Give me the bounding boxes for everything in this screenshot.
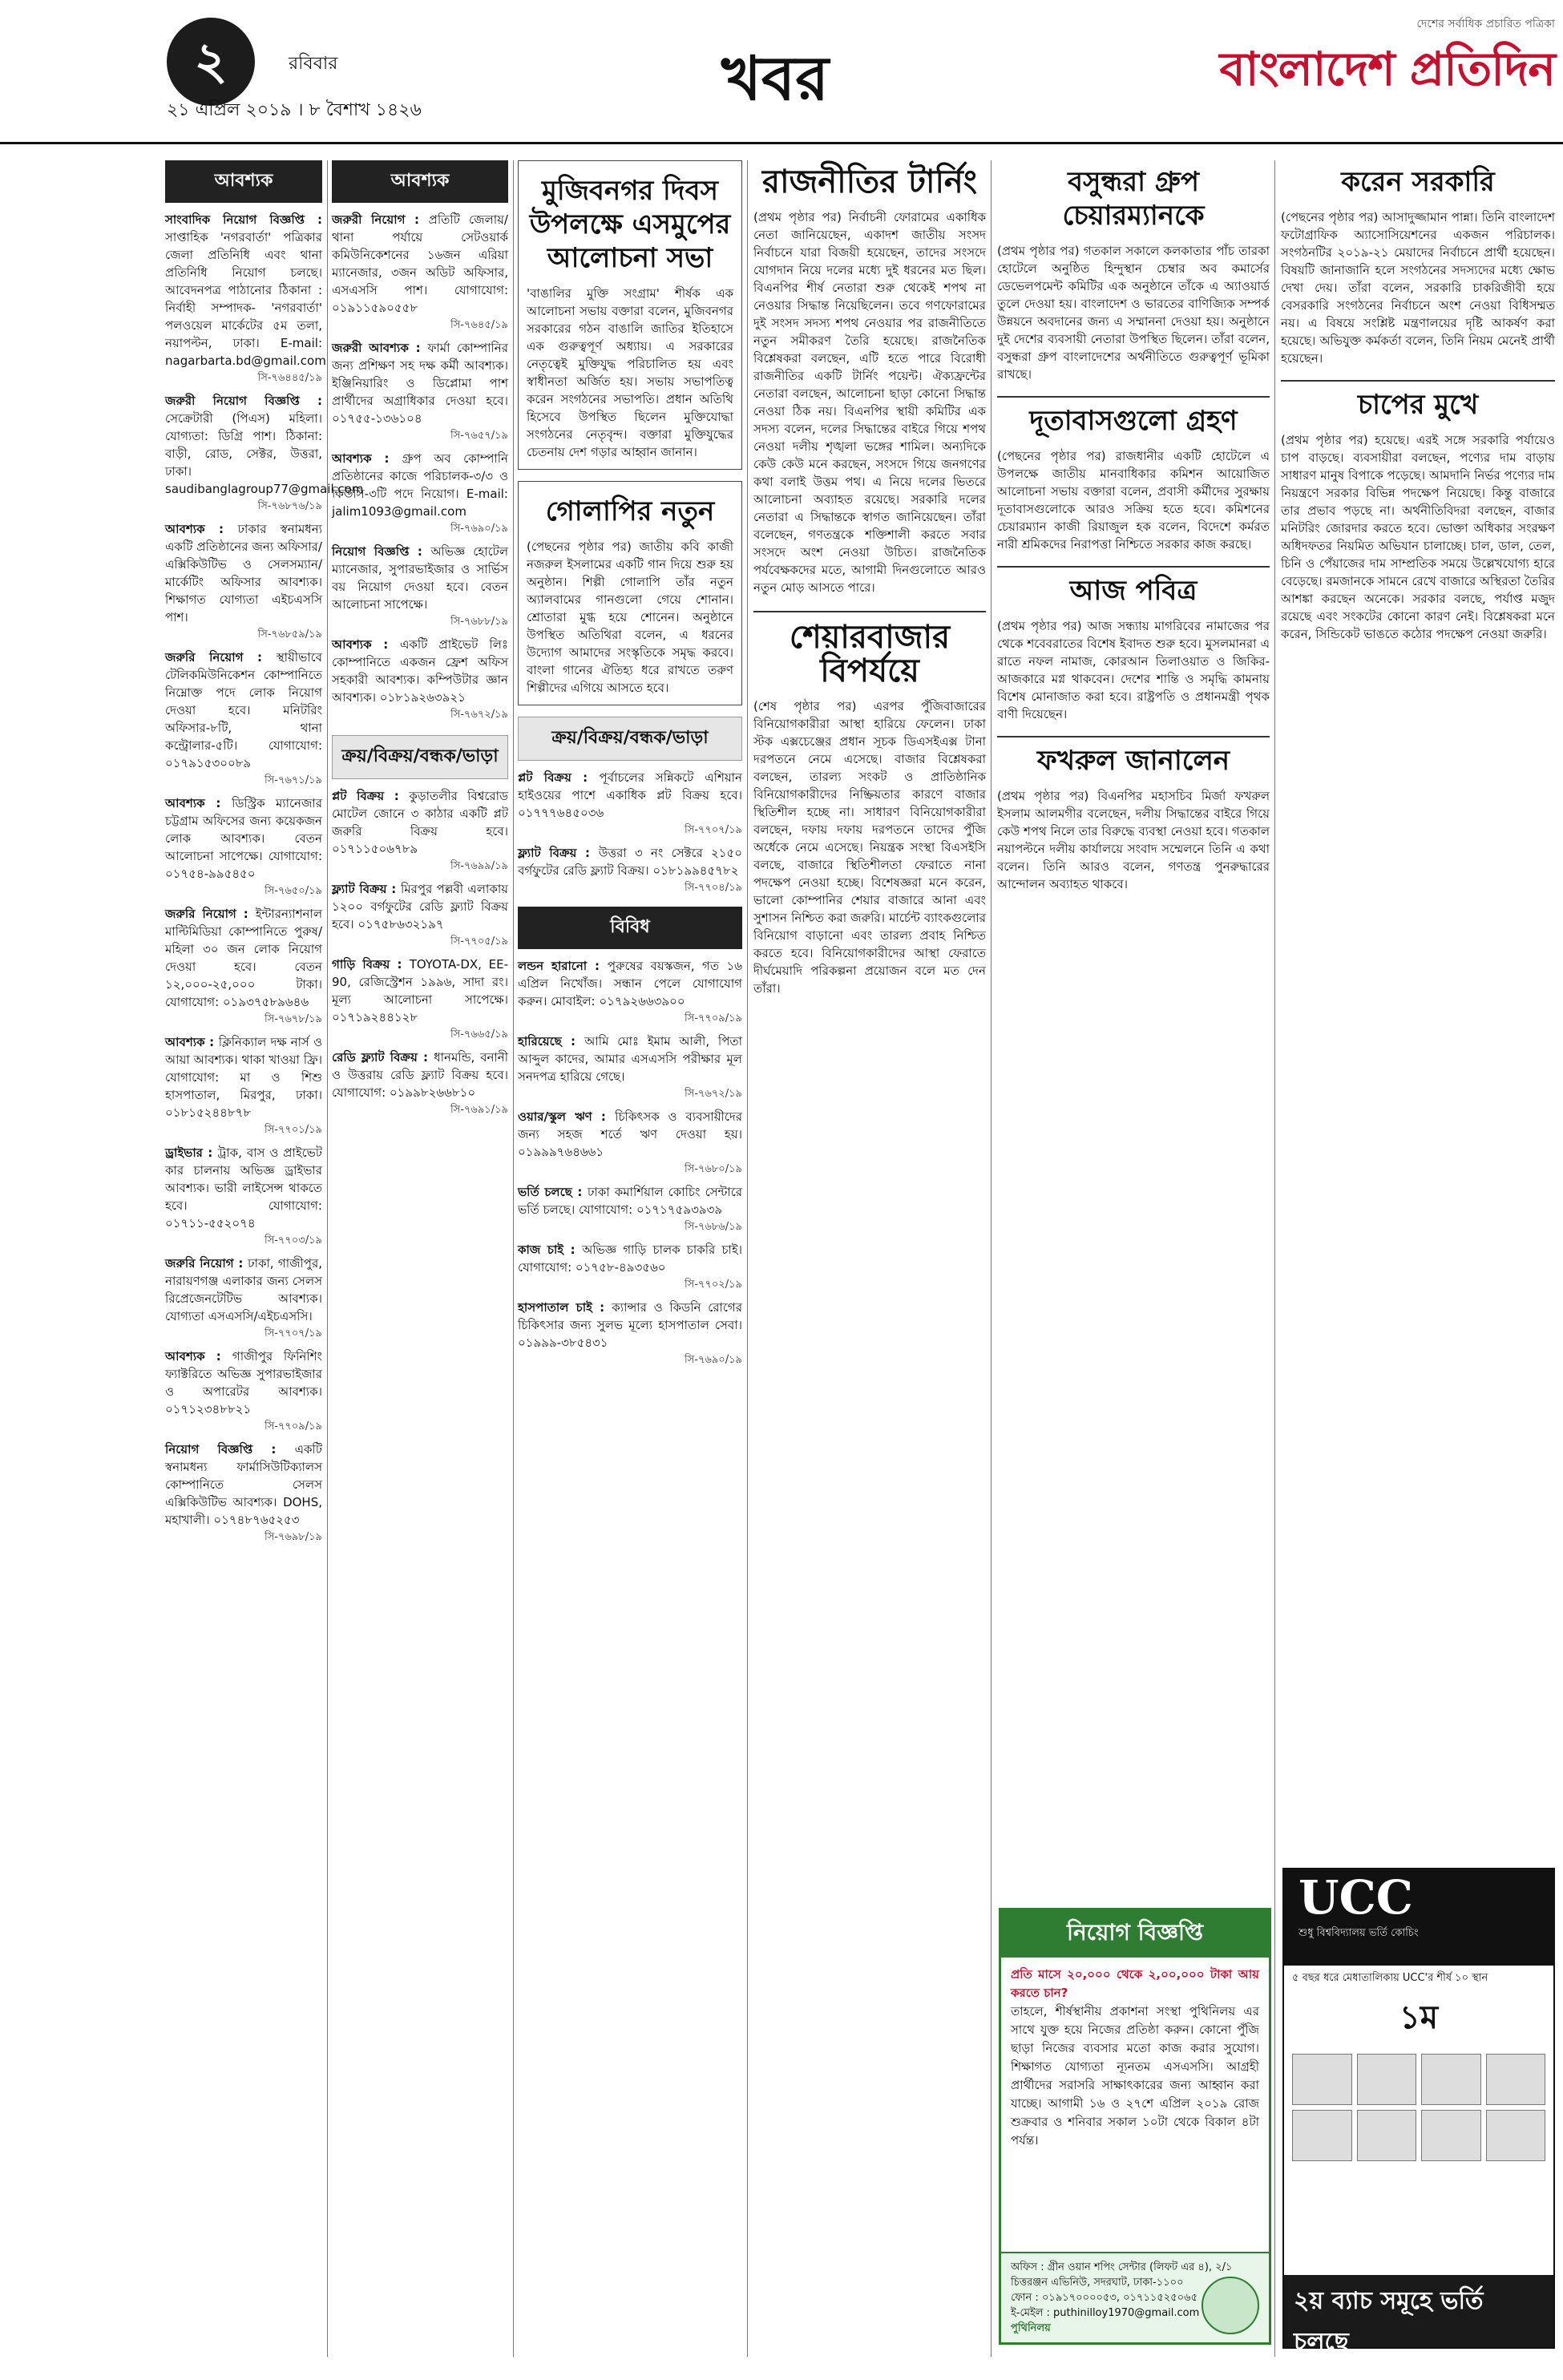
story-headline: ফখরুল জানালেন xyxy=(997,736,1270,778)
classified-ad xyxy=(518,1108,742,1178)
news-column-4 xyxy=(753,160,986,2357)
ucc-contact: হটলাইন: ০১৮৪৭০৬৬৩৬২-৭১ xyxy=(1294,2365,1426,2377)
ad-title: গাড়ি বিক্রয় : xyxy=(332,957,410,972)
ad-reference: সি-৭৬৪৪৫/১৯ xyxy=(257,372,322,384)
ad-text: ধানমন্ডি, বনানী ও উত্তরায় রেডি ফ্ল্যাট বিক্রয় হবে। যোগাযোগ: ০১৯৯৮২৬৬৮১০ xyxy=(332,1050,508,1100)
classifieds-column-1 xyxy=(165,160,364,2357)
ad-reference: সি-৭৭০৫/১৯ xyxy=(450,935,508,948)
news-column-3 xyxy=(518,160,742,2357)
news-column-6 xyxy=(1281,160,1555,1860)
ad-text: একটি প্রাইভেট লিঃ কোম্পানিতে একজন ফ্রেশ অফিস সহকারী আবশ্যক। কম্পিউটার জ্ঞান আবশ্যক। ০১৮১৯২৬৩৯২১ xyxy=(332,637,508,705)
masthead xyxy=(0,0,1563,144)
classified-ad xyxy=(332,339,508,445)
ad-text: অভিজ্ঞ গাড়ি চালক চাকরি চাই। যোগাযোগ: ০১৭৫৮-৪৯৩৫৬০ xyxy=(518,1243,742,1275)
classified-ad xyxy=(332,956,508,1044)
ad-title: জরুরী আবশ্যক : xyxy=(332,341,428,355)
ad-text: কুড়াতলীর বিশ্বরোড মোটেল জোনে ৩ কাঠার একটি প্লট জরুরি বিক্রয় হবে। ০১৭১১৫০৬৭৮৯ xyxy=(332,789,508,856)
ad-title: ভর্তি চলছে : xyxy=(518,1185,588,1199)
story-body: (পেছনের পৃষ্ঠার পর) জাতীয় কবি কাজী নজরুল ইসলামের একটি গান দিয়ে শুরু হয় অনুষ্ঠান। শিল্পী গোলাপি তাঁর নতুন অ্যালবামের গানগুলো গেয়ে শোনান। শ্রোতারা মুগ্ধ হয়ে শোনেন। অনুষ্ঠানে উপস্থিত অতিথিরা বলেন, এ ধরনের উদ্যোগ আমাদের সংস্কৃতিকে সমৃদ্ধ করবে। বাংলা গানের ঐতিহ্য ধরে রাখতে তরুণ শিল্পীদের এগিয়ে আসতে হবে। xyxy=(527,539,733,695)
ad-title: হাসপাতাল চাই : xyxy=(518,1300,612,1315)
classified-ad xyxy=(518,1241,742,1294)
ucc-advertisement xyxy=(1282,1868,1555,2377)
ad-reference: সি-৭৬৫৭/১৯ xyxy=(450,430,508,442)
story-headline: দূতাবাসগুলো গ্রহণ xyxy=(997,396,1270,438)
ad-title: জরুরি নিয়োগ : xyxy=(165,650,277,665)
ad-reference: সি-৭৬৯০/১৯ xyxy=(450,523,508,535)
ad-title: ফ্ল্যাট বিক্রয় : xyxy=(332,882,401,896)
student-photo xyxy=(1486,2054,1546,2105)
ad-reference: সি-৭৬৮৫৯/১৯ xyxy=(257,628,322,640)
ad-reference: সি-৭৬৭৮/১৯ xyxy=(264,1013,322,1025)
ad-reference: সি-৭৬৯৯/১৯ xyxy=(450,860,508,872)
ad-text: মিরপুর পল্লবী এলাকায় ১২০০ বর্গফুটের রেডি ফ্ল্যাট বিক্রয় হবে। ০১৭৫৮৬৩২১৯৭ xyxy=(332,882,509,931)
ad-text: ঢাকা কমার্শিয়াল কোচিং সেন্টারে ভর্তি চলছে। যোগাযোগ: ০১৭১৭৫৯৩৯৩৯ xyxy=(518,1185,742,1217)
ad-title: ওয়ার/স্কুল ঋণ : xyxy=(518,1109,616,1124)
classifieds-column-2 xyxy=(332,160,508,2357)
ad-title: ফ্ল্যাট বিক্রয় : xyxy=(518,846,599,860)
ad-title: আবশ্যক : xyxy=(332,637,400,652)
sale-heading: ক্রয়/বিক্রয়/বন্ধক/ভাড়া xyxy=(332,735,508,779)
job-ad-phone: ফোন : ০১৯১৭০০০০৫৩, ০১৭১১৫২৫০৬৫ xyxy=(1011,2292,1198,2304)
ucc-logo: UCC xyxy=(1298,1870,1413,1925)
ad-reference: সি-৭৬৬৫/১৯ xyxy=(450,1028,508,1040)
classified-ad xyxy=(332,450,508,538)
story-headline: গোলাপির নতুন xyxy=(545,495,715,527)
logo-name: বাংলাদেশ প্রতিদিন xyxy=(1219,42,1555,96)
ad-text: ক্লিনিক্যাল দক্ষ নার্স ও আয়া আবশ্যক। থাকা খাওয়া ফ্রি। যোগাযোগ: মা ও শিশু হাসপাতাল, মিরপুর, ঢাকা। ০১৮১৫২৪৪৮৭৮ xyxy=(165,1035,322,1120)
column-divider xyxy=(747,160,748,2357)
student-photo xyxy=(1421,2110,1481,2161)
job-advertisement xyxy=(999,1908,1271,2345)
job-ad-brand: পুথিনিলয় xyxy=(1011,2322,1051,2334)
classified-ad xyxy=(332,211,508,334)
story-body: (শেষ পৃষ্ঠার পর) এরপর পুঁজিবাজারের বিনিয়োগকারীরা আস্থা হারিয়ে ফেলেন। ঢাকা স্টক এক্সচেঞ্জের প্রধান সূচক ডিএসইএক্স টানা দরপতনে নেমে এসেছে। বাজার বিশ্লেষকরা বলছেন, তারল্য সংকট ও প্রাতিষ্ঠানিক বিনিয়োগকারীদের নিষ্ক্রিয়তার কারণে বাজার স্থিতিশীল হচ্ছে না। সাধারণ বিনিয়োগকারীরা বলছেন, দফায় দফায় দরপতনে তাদের পুঁজি অর্ধেকে নেমে এসেছে। নিয়ন্ত্রক সংস্থা বিএসইসি বলছে, বাজারে স্থিতিশীলতা ফেরাতে নানা পদক্ষেপ নেওয়া হচ্ছে। বিশেষজ্ঞরা মনে করেন, ভালো কোম্পানির শেয়ার বাজারে আনা এবং সুশাসন নিশ্চিত করা জরুরি। মার্চেন্ট ব্যাংকগুলোর বিনিয়োগ বাড়ানো এবং তারল্য প্রবাহ নিশ্চিত করতে হবে। বিনিয়োগকারীদের আস্থা ফেরাতে দীর্ঘমেয়াদি পরিকল্পনা প্রয়োজন বলে মত দেন তাঁরা। xyxy=(753,699,986,996)
ad-text: ঢাকার স্বনামধন্য একটি প্রতিষ্ঠানের জন্য অফিসার/এক্সিকিউটিভ ও সেলসম্যান/মার্কেটিং অফিসার আবশ্যক। শিক্ষাগত যোগ্যতা এইচএসসি পাশ। xyxy=(165,522,323,624)
column-divider xyxy=(1274,160,1275,2357)
student-photo xyxy=(1486,2110,1546,2161)
story-body: (প্রথম পৃষ্ঠার পর) নির্বাচনী ফোরামের একাধিক নেতা জানিয়েছেন, একাদশ জাতীয় সংসদ নির্বাচনে যারা বিজয়ী হয়েছেন, তাদের সংসদে যোগদান নিয়ে দলের মধ্যে দুই ধরনের মত ছিল। বিএনপির শীর্ষ নেতারা শুরু থেকেই শপথ না নেওয়ার সিদ্ধান্ত নিয়েছিলেন। তবে গণফোরামের দুই সংসদ সদস্য শপথ নেওয়ার পর রাজনীতিতে নতুন সমীকরণ তৈরি হয়েছে। রাজনৈতিক বিশ্লেষকরা বলছেন, এটি হতে পারে বিরোধী রাজনীতির একটি টার্নিং পয়েন্ট। ঐক্যফ্রন্টের নেতারা বলছেন, আলোচনা ছাড়া কোনো সিদ্ধান্ত নেওয়া ঠিক নয়। বিএনপির স্থায়ী কমিটির এক সদস্য বলেন, দলের সিদ্ধান্তের বাইরে গিয়ে শপথ নেওয়া দলীয় শৃঙ্খলা ভঙ্গের শামিল। অন্যদিকে কেউ কেউ মনে করছেন, সংসদে গিয়ে জনগণের কথা বলাই উত্তম পথ। এ নিয়ে দলের ভিতরে আলোচনা অব্যাহত রয়েছে। সরকারি দলের নেতারা এ সিদ্ধান্তকে স্বাগত জানিয়েছেন। তাঁরা বলেছেন, গণতন্ত্রকে শক্তিশালী করতে সবার সংসদে অংশ নেওয়া উচিত। রাজনৈতিক পর্যবেক্ষকদের মতে, আগামী দিনগুলোতে আরও নতুন মোড় আসতে পারে। xyxy=(753,210,986,595)
ad-text: পুরুষের বয়স্কজন, গত ১৬ এপ্রিল নিখোঁজ। সন্ধান পেলে যোগাযোগ করুন। মোবাইল: ০১৭৯২৬৬৩৯০০ xyxy=(518,959,742,1008)
ad-reference: সি-৭৬৯০/১৯ xyxy=(684,1354,742,1366)
ad-reference: সি-৭৬৯১/১৯ xyxy=(450,1104,508,1116)
ad-title: রেডি ফ্ল্যাট বিক্রয় : xyxy=(332,1050,434,1065)
classified-list xyxy=(332,211,508,724)
student-photo-grid xyxy=(1284,2046,1553,2169)
ucc-batch: ২য় ব্যাচ সমূহে ভর্তি চলছে xyxy=(1294,2287,1484,2356)
student-photo xyxy=(1292,2110,1352,2161)
logo-tagline: দেশের সর্বাধিক প্রচারিত পত্রিকা xyxy=(1416,18,1555,30)
ad-title: জরুরি নিয়োগ : xyxy=(165,907,256,921)
job-ad-address: অফিস : গ্রীন ওয়ান শপিং সেন্টার (লিফট এর ৪), ২/১ চিত্তরঞ্জন এভিনিউ, সদরঘাট, ঢাকা-১১০০ xyxy=(1011,2261,1233,2289)
story-body: (প্রথম পৃষ্ঠার পর) বিএনপির মহাসচিব মির্জা ফখরুল ইসলাম আলমগীর বলেছেন, দলীয় সিদ্ধান্তের বাইরে গিয়ে কেউ শপথ নিলে তার বিরুদ্ধে ব্যবস্থা নেওয়া হবে। গতকাল নয়াপল্টনে দলীয় কার্যালয়ে সংবাদ সম্মেলনে তিনি এ কথা বলেন। তিনি আরও বলেন, গণতন্ত্র পুনরুদ্ধারের আন্দোলন অব্যাহত থাকবে। xyxy=(997,789,1270,891)
newspaper-logo xyxy=(1218,14,1555,135)
story-headline: রাজনীতির টার্নিং xyxy=(761,164,978,200)
ad-reference: সি-৭৭০৯/১৯ xyxy=(264,1420,322,1432)
ad-title: আবশ্যক : xyxy=(165,522,238,536)
story-headline: চাপের মুখে xyxy=(1281,380,1555,422)
ad-reference: সি-৭৬৭২/১৯ xyxy=(684,1088,742,1100)
ad-title: জরুরি নিয়োগ : xyxy=(165,1256,248,1271)
ad-reference: সি-৭৭০৩/১৯ xyxy=(264,1234,322,1247)
classified-ad xyxy=(165,649,322,790)
ad-text: ডিস্ট্রিক ম্যানেজার চট্টগ্রাম অফিসের জন্য কয়েকজন লোক আবশ্যক। বেতন আলোচনা সাপেক্ষে। যোগাযোগ: ০১৭৫৪-৯৯৫৪৫০ xyxy=(165,796,322,881)
ad-text: TOYOTA-DX, EE-90, রেজিস্ট্রেশন ১৯৯৬, সাদা রং। মূল্য আলোচনা সাপেক্ষে। ০১৭১৯২৪৪১২৮ xyxy=(332,957,508,1024)
ad-reference: সি-৭৬৭১/১৯ xyxy=(264,774,322,786)
ad-title: নিয়োগ বিজ্ঞপ্তি : xyxy=(332,544,431,559)
ad-text: একটি স্বনামধন্য ফার্মাসিউটিক্যালস কোম্পানিতে সেলস এক্সিকিউটিভ আবশ্যক। DOHS, মহাখালী। ০১৭৪৮৭৬৫২৫৩ xyxy=(165,1442,322,1527)
ad-text: ইন্টারন্যাশনাল মাল্টিমিডিয়া কোম্পানিতে পুরুষ/মহিলা ৩০ জন লোক নিয়োগ দেওয়া হবে। বেতন ১২,০০০-২৫,০০০ টাকা। যোগাযোগ: ০১৯৩৭৫৮৯৬৪৬ xyxy=(165,907,322,1009)
ucc-banner xyxy=(1284,1869,1553,1966)
classified-ad xyxy=(518,1183,742,1236)
ad-text: ক্যান্সার ও কিডনি রোগের চিকিৎসার জন্য সুলভ মূল্যে হাসপাতাল সেবা। ০১৯৯৯-৩৮৫৪৩১ xyxy=(518,1300,742,1350)
ad-title: হারিয়েছে : xyxy=(518,1034,585,1049)
ad-reference: সি-৭৬৪৫/১৯ xyxy=(450,319,508,331)
sale-heading: ক্রয়/বিক্রয়/বন্ধক/ভাড়া xyxy=(518,717,742,761)
student-photo xyxy=(1357,2110,1417,2161)
ad-reference: সি-৭৬৫০/১৯ xyxy=(264,885,322,897)
column-divider xyxy=(513,160,514,2357)
classified-ad xyxy=(518,769,742,839)
ad-text: স্থায়ীভাবে টেলিকমিউনিকেশন কোম্পানিতে নিম্নোক্ত পদে লোক নিয়োগ দেওয়া হবে। মনিটরিং অফিসার-৮টি, থানা কন্ট্রোলার-৫টি। যোগাযোগ: ০১৭৯১৫৩০০৮৯ xyxy=(165,650,322,770)
ad-title: প্লট বিক্রয় : xyxy=(518,770,600,785)
ad-reference: সি-৭৭০৭/১৯ xyxy=(264,1327,322,1340)
story-headline: বসুন্ধরা গ্রুপ চেয়ারম্যানকে xyxy=(1062,166,1205,232)
classified-ad xyxy=(165,520,322,644)
story-body: 'বাঙালির মুক্তি সংগ্রাম' শীর্ষক এক আলোচনা সভায় বক্তারা বলেন, মুজিবনগর সরকারের গঠন বাঙালি জাতির ইতিহাসে এক গুরুত্বপূর্ণ অধ্যায়। এ সরকারের নেতৃত্বেই মুক্তিযুদ্ধ পরিচালিত হয় এবং স্বাধীনতা অর্জিত হয়। সভায় সভাপতিত্ব করেন সংগঠনের সভাপতি। প্রধান অতিথি হিসেবে উপস্থিত ছিলেন মুক্তিযোদ্ধা সংগঠনের নেতৃবৃন্দ। বক্তারা মুক্তিযুদ্ধের চেতনায় দেশ গড়ার আহ্বান জানান। xyxy=(527,286,733,459)
ad-text: আমি মোঃ ইমাম আলী, পিতা আব্দুল কাদের, আমার এসএসসি পরীক্ষার মূল সনদপত্র হারিয়ে গেছে। xyxy=(518,1034,742,1084)
classified-ad xyxy=(332,880,508,951)
classified-ad xyxy=(165,1348,322,1436)
story-headline: মুজিবনগর দিবস উপলক্ষে এসমুপের আলোচনা সভা xyxy=(529,175,731,274)
classified-ad xyxy=(165,905,322,1028)
ad-reference: সি-৭৭০১/১৯ xyxy=(264,1124,322,1136)
classified-heading: আবশ্যক xyxy=(332,160,508,203)
ad-reference: সি-৭৭০৭/১৯ xyxy=(684,824,742,836)
job-ad-highlight: প্রতি মাসে ২০,০০০ থেকে ২,০০,০০০ টাকা আয় করতে চান? xyxy=(1011,1967,1259,2000)
classified-ad xyxy=(518,1299,742,1369)
ad-title: জরুরী নিয়োগ : xyxy=(332,212,429,227)
classified-ad xyxy=(165,1255,322,1343)
ad-title: আবশ্যক : xyxy=(332,451,402,466)
header-day: রবিবার xyxy=(289,54,338,74)
ucc-rank: ১ম xyxy=(1399,1999,1439,2036)
ucc-tagline: শুধু বিশ্ববিদ্যালয় ভর্তি কোচিং xyxy=(1298,1927,1419,1939)
story-body: (প্রথম পৃষ্ঠার পর) আজ সন্ধ্যায় মাগরিবের নামাজের পর থেকে শবেবরাতের বিশেষ ইবাদত শুরু হবে। মুসলমানরা এ রাতে নফল নামাজ, কোরআন তিলাওয়াত ও জিকির-আজকারে মগ্ন থাকবেন। দেশের শান্তি ও সমৃদ্ধি কামনায় বিশেষ মোনাজাত করা হবে। রাষ্ট্রপতি ও প্রধানমন্ত্রী পৃথক বাণী দিয়েছেন। xyxy=(997,619,1270,721)
story-body: (পেছনের পৃষ্ঠার পর) আসাদুজ্জামান পান্না। তিনি বাংলাদেশ ফটোগ্রাফিক অ্যাসোসিয়েশনের একজন পরিচালক। সংগঠনটির ২০১৯-২১ মেয়াদের নির্বাচনে প্রার্থী হয়েছেন। বিষয়টি জানাজানি হলে সংগঠনের সদস্যদের মধ্যে ক্ষোভ দেখা দেয়। তাঁরা বলেন, সরকারি চাকরিজীবী হয়ে বেসরকারি সংগঠনের নির্বাচনে অংশ নেওয়া বিধিসম্মত নয়। এ বিষয়ে সংশ্লিষ্ট মন্ত্রণালয়ের দৃষ্টি আকর্ষণ করা হয়েছে। অভিযুক্ত কর্মকর্তা বলেন, তিনি নিয়ম মেনেই প্রার্থী হয়েছেন। xyxy=(1281,210,1555,366)
misc-heading: বিবিধ xyxy=(518,907,742,949)
story-body: (পেছনের পৃষ্ঠার পর) রাজধানীর একটি হোটেলে এ উপলক্ষে জাতীয় মানবাধিকার কমিশন আয়োজিত আলোচনা সভায় বক্তারা বলেন, প্রবাসী কর্মীদের সুরক্ষায় দূতাবাসগুলোকে আরও সক্রিয় হতে হবে। কমিশনের চেয়ারম্যান কাজী রিয়াজুল হক বলেন, বিদেশে কর্মরত নারী শ্রমিকদের নিরাপত্তা নিশ্চিতে সরকার কাজ করছে। xyxy=(997,449,1270,552)
story-headline: আজ পবিত্র xyxy=(997,566,1270,608)
ad-title: জরুরী নিয়োগ বিজ্ঞপ্তি : xyxy=(165,394,322,408)
ad-text: সেক্রেটারী (পিএস) মহিলা। যোগ্যতা: ডিগ্রি পাশ। ঠিকানা: বাড়ী, রোড, সেক্টর, উত্তরা, ঢাকা। saudibanglagroup77@gmail.com xyxy=(165,411,364,496)
ad-text: প্রতিটি জেলায়/থানা পর্যায়ে সেটওয়ার্ক কমিউনিকেশনের ১৬জন এরিয়া ম্যানেজার, ৩জন অডিট অফিসার, এসএসসি পাশ। যোগাযোগ: ০১৯১১৫৯০৫৫৮ xyxy=(332,212,508,315)
classified-ad xyxy=(518,1032,742,1103)
ad-title: লন্ডন হারানো : xyxy=(518,959,608,973)
ad-title: নিয়োগ বিজ্ঞপ্তি : xyxy=(165,1442,295,1457)
classified-ad xyxy=(165,211,326,387)
story-headline: করেন সরকারি xyxy=(1341,166,1495,198)
ad-title: কাজ চাই : xyxy=(518,1243,583,1257)
ad-text: ট্রাক, বাস ও প্রাইভেট কার চালনায় অভিজ্ঞ ড্রাইভার আবশ্যক। ভারী লাইসেন্স থাকতে হবে। যোগাযোগ: ০১৭১১-৫৫২০৭৪ xyxy=(165,1146,322,1230)
classified-ad xyxy=(332,543,508,631)
student-photo xyxy=(1357,2054,1417,2105)
sale-list xyxy=(518,769,742,897)
column-divider xyxy=(991,160,992,2357)
ad-title: প্লট বিক্রয় : xyxy=(332,789,410,803)
ad-text: চিকিৎসক ও ব্যবসায়ীদের জন্য সহজ শর্তে ঋণ দেওয়া হয়। ০১৯৯৯৭৬৪৬৬১ xyxy=(518,1109,742,1159)
story-headline: শেয়ারবাজার বিপর্যয়ে xyxy=(753,611,986,688)
ucc-footer xyxy=(1284,2275,1553,2377)
ad-title: আবশ্যক : xyxy=(165,1349,232,1364)
header-date: ২১ এপ্রিল ২০১৯ । ৮ বৈশাখ ১৪২৬ xyxy=(167,100,422,120)
ad-reference: সি-৭৬৮০/১৯ xyxy=(684,1163,742,1175)
ad-text: ঢাকা, গাজীপুর, নারায়ণগঞ্জ এলাকার জন্য সেলস রিপ্রেজেনটেটিভ আবশ্যক। যোগ্যতা এসএসসি/এইচএসসি। xyxy=(165,1256,322,1323)
ad-reference: সি-৭৬৭২/১৯ xyxy=(450,709,508,721)
ad-reference: সি-৭৬৮৭৬/১৯ xyxy=(257,500,322,512)
ad-reference: সি-৭৭০২/১৯ xyxy=(684,1279,742,1291)
ad-title: আবশ্যক : xyxy=(165,796,232,810)
classified-heading: আবশ্যক xyxy=(165,160,322,203)
ad-title: সাংবাদিক নিয়োগ বিজ্ঞপ্তি : xyxy=(165,212,322,227)
ad-reference: সি-৭৬৮৮/১৯ xyxy=(450,616,508,628)
classified-ad xyxy=(165,392,364,515)
sale-list xyxy=(332,787,508,1119)
classified-ad xyxy=(332,787,508,875)
ucc-subtitle: ৫ বছর ধরে মেধাতালিকায় UCC'র শীর্ষ ১০ স্থান xyxy=(1292,1972,1488,1984)
ad-reference: সি-৭৬৯৮/১৯ xyxy=(264,1531,322,1543)
news-column-5 xyxy=(997,160,1270,1900)
classified-ad xyxy=(165,1441,322,1546)
ad-title: আবশ্যক : xyxy=(165,1035,219,1049)
classified-ad xyxy=(518,957,742,1028)
ad-text: পূর্বাচলের সন্নিকটে এশিয়ান হাইওয়ের পাশে একাধিক প্লট বিক্রয় হবে। ০১৭৭৭৬৪৫০৩৬ xyxy=(518,770,742,820)
student-photo xyxy=(1292,2054,1352,2105)
golapi-story xyxy=(518,481,742,705)
ad-text: গ্রুপ অব কোম্পানি প্রতিষ্ঠানের কাজে পরিচালক-৩/৩ ও কিউসি-৩টি পদে নিয়োগ। E-mail: jalim1093@gmail.com xyxy=(332,451,508,519)
ad-text: গাজীপুর ফিনিশিং ফ্যাক্টরিতে অভিজ্ঞ সুপারভাইজার ও অপারেটর আবশ্যক। ০১৭১২৩৪৮৮২১ xyxy=(165,1349,322,1416)
section-title: খবর xyxy=(721,42,830,114)
classified-ad xyxy=(165,794,322,900)
ad-text: ফার্মা কোম্পানির জন্য প্রশিক্ষণ সহ দক্ষ কর্মী আবশ্যক। ইঞ্জিনিয়ারিং ও ডিপ্লোমা পাশ প্রার্থীদের অগ্রাধিকার দেওয়া হবে। ০১৭৫৫-১৩৬১০৪ xyxy=(332,341,508,426)
classified-ad xyxy=(165,1033,322,1139)
classified-ad xyxy=(332,1049,508,1119)
job-ad-text: তাহলে, শীর্ষস্থানীয় প্রকাশনা সংস্থা পুথিনিলয় এর সাথে যুক্ত হয়ে নিজের প্রতিষ্ঠা করুন। কোনো পুঁজি ছাড়া নিজের ব্যবসার মতো কাজ করার সুযোগ। শিক্ষাগত যোগ্যতা ন্যূনতম এসএসসি। আগ্রহী প্রার্থীদের সরাসরি সাক্ষাৎকারের জন্য আহ্বান করা যাচ্ছে। আগামী ১৬ ও ২৭শে এপ্রিল ২০১৯ রোজ শুক্রবার ও শনিবার সকাল ১০টা থেকে বিকাল ৪টা পর্যন্ত। xyxy=(1011,2004,1259,2148)
story-body: (প্রথম পৃষ্ঠার পর) হয়েছে। এরই সঙ্গে সরকারি পর্যায়েও চাপ বাড়ছে। ব্যবসায়ীরা বলছেন, পণ্যের দাম বাড়ায় সাধারণ মানুষ বিপাকে পড়েছে। আমদানি নির্ভর পণ্যের দাম নিয়ন্ত্রণে সরকার বিভিন্ন পদক্ষেপ নিয়েছে। কিন্তু বাজারে তার প্রভাব পড়ছে না। অর্থনীতিবিদরা বলছেন, বাজার মনিটরিং জোরদার করতে হবে। ভোক্তা অধিকার সংরক্ষণ অধিদফতর নিয়মিত অভিযান চালাচ্ছে। চাল, ডাল, তেল, চিনি ও পেঁয়াজের দাম সাম্প্রতিক সময়ে উল্লেখযোগ্য হারে বেড়েছে। রমজানকে সামনে রেখে বাজারে অস্থিরতা তৈরির আশঙ্কা করছেন অনেকে। সরকার বলছে, পর্যাপ্ত মজুদ রয়েছে এবং সংকটের কোনো কারণ নেই। বিশ্লেষকরা মনে করেন, সিন্ডিকেট ভাঙতে কঠোর পদক্ষেপ নেওয়া জরুরি। xyxy=(1281,433,1555,641)
classified-ad xyxy=(518,844,742,897)
classified-ad xyxy=(165,1144,322,1250)
job-ad-heading: নিয়োগ বিজ্ঞপ্তি xyxy=(1001,1910,1269,1958)
story-body: (প্রথম পৃষ্ঠার পর) গতকাল সকালে কলকাতার পাঁচ তারকা হোটেলে অনুষ্ঠিত হিন্দুস্থান চেম্বার অব কমার্সের ডেভেলপমেন্ট কমিটির এক অনুষ্ঠানে তাঁকে এ অ্যাওয়ার্ড তুলে দেওয়া হয়। বাংলাদেশ ও ভারতের বাণিজ্যিক সম্পর্ক উন্নয়নে অবদানের জন্য এ সম্মাননা দেওয়া হয়। অনুষ্ঠানে দুই দেশের ব্যবসায়ী নেতারা উপস্থিত ছিলেন। তাঁরা বলেন, বসুন্ধরা গ্রুপ বাংলাদেশের অর্থনীতিতে গুরুত্বপূর্ণ ভূমিকা রাখছে। xyxy=(997,244,1270,382)
publisher-logo-icon xyxy=(1202,2277,1259,2334)
ad-reference: সি-৭৭০৯/১৯ xyxy=(684,1012,742,1024)
ad-title: ড্রাইভার : xyxy=(165,1146,218,1160)
ad-text: সাপ্তাহিক 'নগরবার্তা' পত্রিকার জেলা প্রতিনিধি এবং থানা প্রতিনিধি নিয়োগ চলছে। আবেদনপত্র পাঠানোর ঠিকানা : নির্বাহী সম্পাদক- 'নগরবার্তা' পলওয়েল মার্কেটের ৫ম তলা, নয়াপল্টন, ঢাকা। E-mail: nagarbarta.bd@gmail.com xyxy=(165,230,326,368)
ad-text: উত্তরা ৩ নং সেক্টরে ২১৫০ বর্গফুটের রেডি ফ্ল্যাট বিক্রয়। ০১৮১৯৯৪৫৭৮২ xyxy=(518,846,742,878)
student-photo xyxy=(1421,2054,1481,2105)
misc-list xyxy=(518,957,742,1369)
classified-ad xyxy=(332,636,508,724)
job-ad-body xyxy=(1001,1958,1269,2158)
job-ad-email: ই-মেইল : puthinilloy1970@gmail.com xyxy=(1011,2307,1200,2319)
page-number: ২ xyxy=(167,18,255,106)
mujibnagar-story xyxy=(518,160,742,470)
ad-reference: সি-৭৭০৪/১৯ xyxy=(684,882,742,894)
ad-reference: সি-৭৬৮৬/১৯ xyxy=(684,1221,742,1233)
classified-list xyxy=(165,211,364,1546)
ad-text: অভিজ্ঞ হোটেল ম্যানেজার, সুপারভাইজার ও সার্ভিস বয় নিয়োগ দেওয়া হবে। বেতন আলোচনা সাপেক্ষে। xyxy=(332,544,508,612)
